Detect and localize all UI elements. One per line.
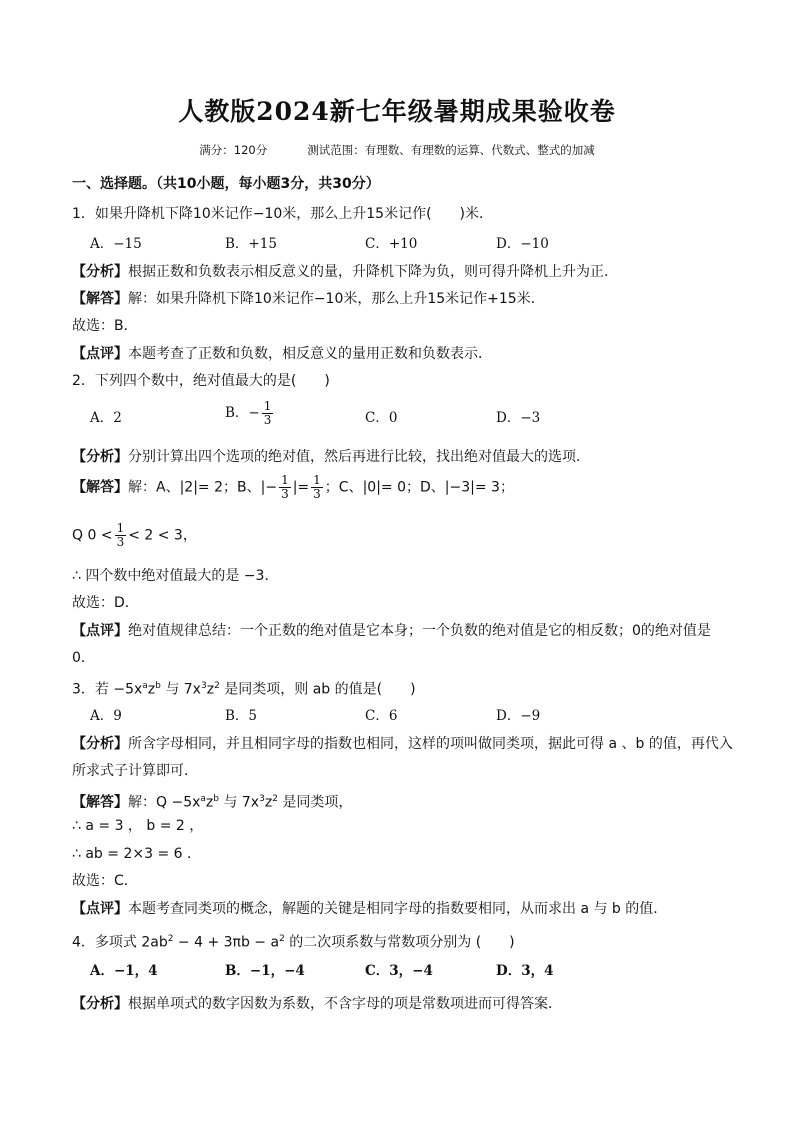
answer-tag: 【解答】 <box>72 291 128 307</box>
q1-choice: 故选：B． <box>72 318 138 334</box>
q3-choice: 故选：C． <box>72 873 138 889</box>
q4-stem: 4．多项式 $2ab^2 - 4 + 3\pi b - a^2$ 的二次项系数与常数项分别为 ( ) <box>72 934 515 951</box>
q1-answer: 【解答】解：如果升降机下降10米记作−10米，那么上升15米记作+15米． <box>72 291 545 307</box>
exam-info <box>0 142 794 158</box>
q1-analysis: 【分析】根据正数和负数表示相反意义的量，升降机下降为负，则可得升降机上升为正． <box>72 264 618 280</box>
section-heading: 一、选择题。（共10小题，每小题3分，共30分） <box>72 176 380 192</box>
q2-therefore: ∴ 四个数中绝对值最大的是 −3． <box>72 568 279 584</box>
q3-analysis-cont: 所求式子计算即可． <box>72 763 198 779</box>
q3-comment: 【点评】本题考查同类项的概念，解题的关键是相同字母的指数要相同，从而求出 a 与 b 的值． <box>72 901 668 917</box>
q4-analysis: 【分析】根据单项式的数字因数为系数，不含字母的项是常数项进而可得答案． <box>72 996 562 1012</box>
q3-step1: ∴ a = 3 ， b = 2 ， <box>72 818 204 834</box>
q1-option-a: A．−15 <box>90 236 142 252</box>
fraction: $\frac{1}{3}$ <box>116 521 125 549</box>
test-scope: 测试范围：有理数、有理数的运算、代数式、整式的加减 <box>307 143 595 157</box>
q3-option-b: B．5 <box>225 708 258 724</box>
q2-stem: 2．下列四个数中，绝对值最大的是( ) <box>72 373 330 389</box>
q4-option-a: A．−1，4 <box>90 963 158 979</box>
q2-comment: 【点评】绝对值规律总结：一个正数的绝对值是它本身；一个负数的绝对值是它的相反数；0的绝对值是 <box>72 623 711 639</box>
fraction: $\frac{1}{3}$ <box>281 473 289 501</box>
q2-answer: 【解答】解：A、|2|= 2；B、|− $\frac{1}{3}$ |= $\frac{1}{3}$ ；C、|0|= 0；D、|−3|= 3； <box>72 473 514 501</box>
q3-option-d: D．−9 <box>496 708 541 724</box>
analysis-tag: 【分析】 <box>72 264 128 280</box>
page-title: 人教版2024新七年级暑期成果验收卷 <box>178 97 616 126</box>
q4-option-d: D．3，4 <box>496 963 554 979</box>
q1-option-d: D．−10 <box>496 236 549 252</box>
q1-stem: 1．如果升降机下降10米记作−10米，那么上升15米记作( )米． <box>72 206 494 222</box>
fraction: $\frac{1}{3}$ <box>263 399 272 427</box>
fraction: $\frac{1}{3}$ <box>313 473 321 501</box>
q2-option-d: D．−3 <box>496 410 541 426</box>
q2-option-b: B．− $\frac{1}{3}$ <box>225 399 272 427</box>
q3-option-a: A．9 <box>90 708 122 724</box>
q1-comment: 【点评】本题考查了正数和负数，相反意义的量用正数和负数表示． <box>72 346 492 362</box>
q3-option-c: C．6 <box>365 708 398 724</box>
q2-comment-cont: 0． <box>72 650 95 666</box>
q3-stem: 3．若 $-5x^az^b$ 与 $7x^3z^2$ 是同类项，则 ab 的值是( ) <box>72 681 416 698</box>
full-score: 满分：120分 <box>199 143 268 157</box>
q3-answer: 【解答】解：$Q -5x^az^b$ 与 $7x^3z^2$ 是同类项， <box>72 794 353 811</box>
q2-option-a: A．2 <box>90 410 122 426</box>
q1-option-c: C．+10 <box>365 236 418 252</box>
q3-analysis: 【分析】所含字母相同，并且相同字母的指数也相同，这样的项叫做同类项，据此可得 a 、b 的值，再代入 <box>72 736 733 752</box>
q4-option-c: C．3，−4 <box>365 963 433 979</box>
q2-choice: 故选：D． <box>72 595 139 611</box>
q2-because: Q 0 < $\frac{1}{3}$ < 2 < 3， <box>72 521 197 549</box>
q1-option-b: B．+15 <box>225 236 277 252</box>
q2-option-c: C．0 <box>365 410 398 426</box>
q4-option-b: B．−1，−4 <box>225 963 305 979</box>
comment-tag: 【点评】 <box>72 346 128 362</box>
q3-step2: ∴ ab = 2×3 = 6 ． <box>72 846 201 862</box>
q2-analysis: 【分析】分别计算出四个选项的绝对值，然后再进行比较，找出绝对值最大的选项． <box>72 449 590 465</box>
